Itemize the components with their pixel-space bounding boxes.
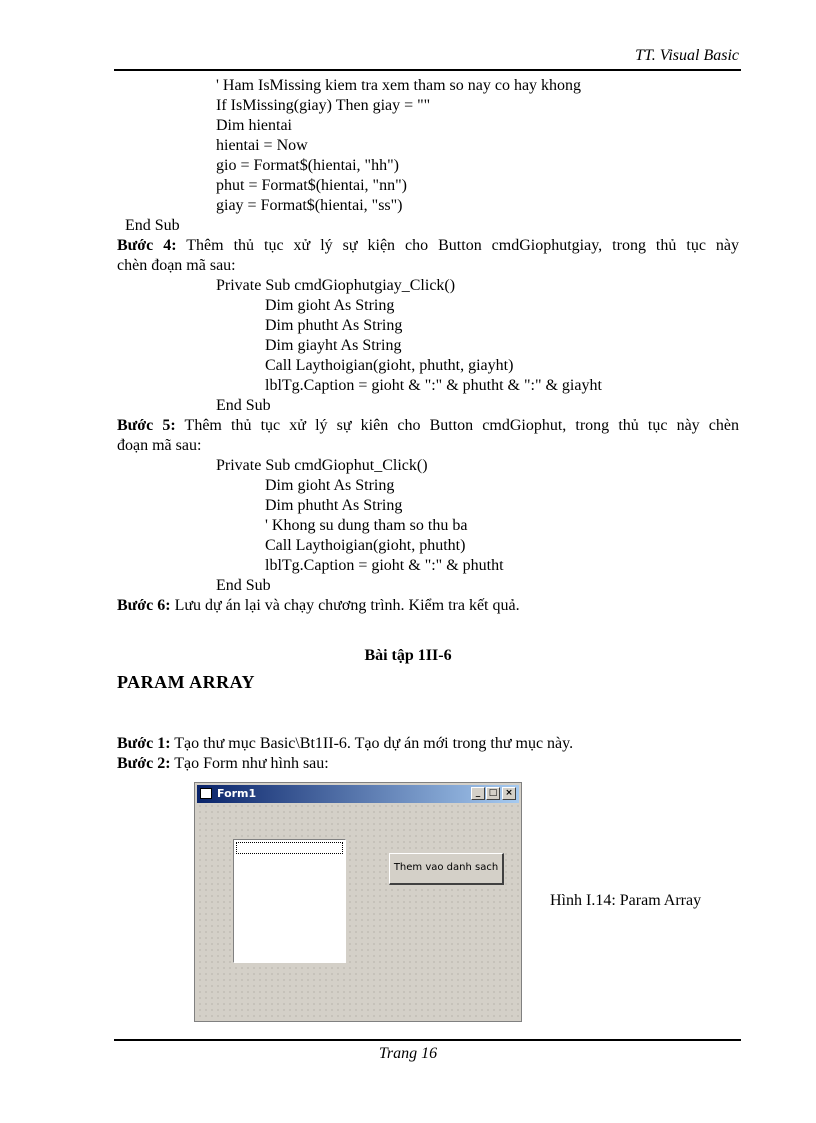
code-line: If IsMissing(giay) Then giay = "": [216, 97, 431, 114]
step6-label: Bước 6:: [117, 597, 171, 614]
step4-line1: [117, 236, 739, 256]
step6-text: Lưu dự án lại và chạy chương trình. Kiểm tra kết quả.: [170, 597, 520, 614]
minimize-icon[interactable]: _: [471, 787, 485, 800]
code-line: ' Ham IsMissing kiem tra xem tham so nay co hay khong: [216, 77, 582, 94]
vb-form-title: Form1: [217, 787, 257, 800]
code-line: Dim hientai: [216, 117, 292, 134]
code-line: Call Laythoigian(gioht, phutht, giayht): [265, 357, 514, 374]
code-end-sub: End Sub: [216, 577, 271, 594]
step4-line2: chèn đoạn mã sau:: [117, 257, 236, 274]
step1: [117, 734, 573, 754]
exercise-title: Bài tập 1II-6: [364, 647, 452, 664]
listbox[interactable]: [233, 839, 346, 963]
code-line: hientai = Now: [216, 137, 308, 154]
code-sub-header: Private Sub cmdGiophutgiay_Click(): [216, 277, 456, 294]
step1-text: Tạo thư mục Basic\Bt1II-6. Tạo dự án mới trong thư mục này.: [170, 735, 574, 752]
code-line: lblTg.Caption = gioht & ":" & phutht & ":" & giayht: [265, 377, 602, 394]
figure-caption: Hình I.14: Param Array: [550, 892, 702, 909]
maximize-icon[interactable]: □: [486, 787, 500, 800]
code-end-sub: End Sub: [125, 217, 180, 234]
step1-label: Bước 1:: [117, 735, 171, 752]
form-icon: [200, 788, 212, 799]
code-line: giay = Format$(hientai, "ss"): [216, 197, 403, 214]
code-line: lblTg.Caption = gioht & ":" & phutht: [265, 557, 504, 574]
code-sub-header: Private Sub cmdGiophut_Click(): [216, 457, 428, 474]
vb-form-window: [194, 782, 522, 1022]
code-line: phut = Format$(hientai, "nn"): [216, 177, 407, 194]
close-icon[interactable]: ×: [502, 787, 516, 800]
step6: [117, 596, 520, 616]
code-line: Dim gioht As String: [265, 297, 395, 314]
step5-line2: đoạn mã sau:: [117, 437, 202, 454]
step4-label: Bước 4:: [117, 237, 177, 254]
section-heading: PARAM ARRAY: [117, 672, 255, 692]
code-end-sub: End Sub: [216, 397, 271, 414]
code-line: Dim giayht As String: [265, 337, 402, 354]
step5-text: Thêm thủ tục xử lý sự kiên cho Button cmdGiophut, trong thủ tục này chèn: [175, 417, 740, 434]
header-rule: [114, 69, 741, 71]
step2-text: Tạo Form như hình sau:: [170, 755, 329, 772]
step5-label: Bước 5:: [117, 417, 176, 434]
code-line: Call Laythoigian(gioht, phutht): [265, 537, 466, 554]
step5-line1: [117, 416, 739, 436]
code-line: Dim phutht As String: [265, 497, 403, 514]
step4-text: Thêm thủ tục xử lý sự kiện cho Button cmdGiophutgiay, trong thủ tục này: [176, 237, 740, 254]
footer-rule: [114, 1039, 741, 1041]
step2-label: Bước 2:: [117, 755, 171, 772]
code-line: gio = Format$(hientai, "hh"): [216, 157, 399, 174]
page-number: Trang 16: [378, 1045, 438, 1062]
header-title: TT. Visual Basic: [635, 47, 739, 64]
code-line: ' Khong su dung tham so thu ba: [265, 517, 468, 534]
add-to-list-button[interactable]: Them vao danh sach: [389, 853, 504, 885]
code-line: Dim gioht As String: [265, 477, 395, 494]
listbox-focus-item: [236, 842, 343, 854]
code-line: Dim phutht As String: [265, 317, 403, 334]
step2: [117, 754, 329, 774]
vb-form-titlebar: [197, 785, 519, 803]
